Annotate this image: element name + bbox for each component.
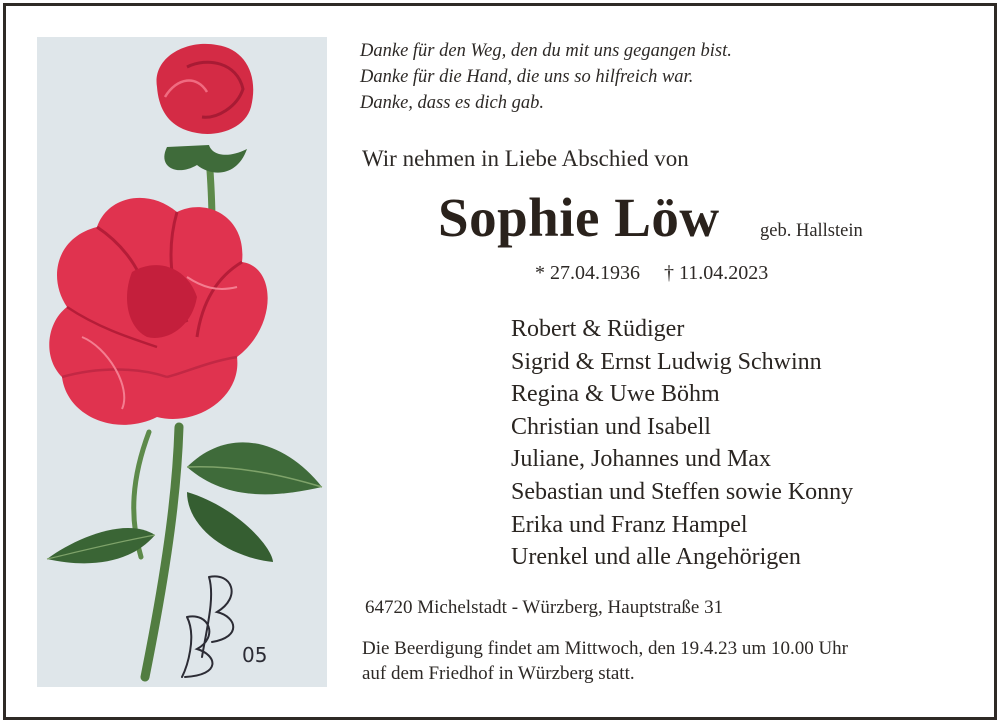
mourner-line: Urenkel und alle Angehörigen <box>511 544 801 571</box>
funeral-line: auf dem Friedhof in Würzberg statt. <box>362 663 635 684</box>
quote-line: Danke, dass es dich gab. <box>360 93 544 113</box>
funeral-line: Die Beerdigung findet am Mittwoch, den 19.4.23 um 10.00 Uhr <box>362 638 849 659</box>
mourner-line: Erika und Franz Hampel <box>511 511 748 538</box>
mourners-list <box>511 313 853 574</box>
life-dates <box>535 262 768 285</box>
quote-line: Danke für den Weg, den du mit uns gegangen bist. <box>360 41 732 61</box>
birth-name: geb. Hallstein <box>760 221 863 241</box>
funeral-details <box>362 636 848 686</box>
signature-year: 05 <box>242 643 268 667</box>
deceased-name: Sophie Löw <box>438 187 720 248</box>
rose-painting <box>37 37 327 687</box>
mourner-line: Robert & Rüdiger <box>511 316 685 342</box>
birth-date: * 27.04.1936 <box>535 262 640 284</box>
death-date: † 11.04.2023 <box>664 262 769 284</box>
farewell-intro: Wir nehmen in Liebe Abschied von <box>362 146 689 171</box>
epitaph-quote <box>360 38 732 116</box>
mourner-line: Sigrid & Ernst Ludwig Schwinn <box>511 348 822 375</box>
mourner-line: Christian und Isabell <box>511 413 711 440</box>
mourner-line: Sebastian und Steffen sowie Konny <box>511 478 854 505</box>
quote-line: Danke für die Hand, die uns so hilfreich war. <box>360 67 694 87</box>
mourner-line: Juliane, Johannes und Max <box>511 446 771 473</box>
rose-illustration <box>37 37 327 687</box>
family-address: 64720 Michelstadt - Würzberg, Hauptstraße 31 <box>365 597 724 618</box>
mourner-line: Regina & Uwe Böhm <box>511 381 720 408</box>
